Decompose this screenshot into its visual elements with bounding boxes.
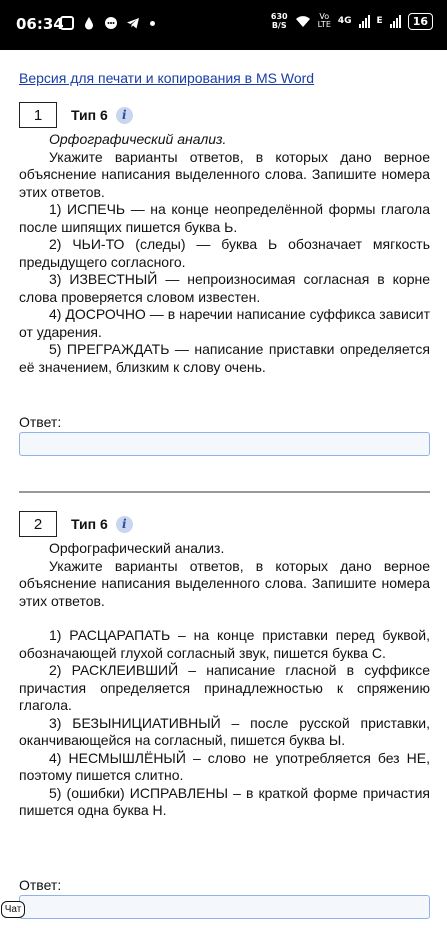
- task-number[interactable]: 2: [19, 511, 57, 537]
- network-extra: E: [376, 16, 383, 26]
- signal-icon-2: [390, 14, 401, 28]
- option-4: 4) НЕСМЫШЛЁНЫЙ – слово не употребляется без НЕ, поэтому пишется слитно.: [19, 749, 430, 783]
- task-divider: [19, 491, 430, 493]
- task-intro: Укажите варианты ответов, в которых дано верное объяснение написания выделенного слова. Запишите номера этих ответов.: [19, 148, 430, 200]
- option-1: 1) ИСПЕЧЬ — на конце неопределённой формы глагола после шипящих пишется буква Ь.: [19, 201, 430, 235]
- answer-input-2[interactable]: [19, 895, 430, 919]
- task-intro: Укажите варианты ответов, в которых дано верное объяснение написания выделенного слова. Запишите номера этих ответов.: [19, 557, 430, 609]
- wifi-icon: [295, 14, 311, 28]
- signal-icon: [359, 14, 370, 28]
- task-type-label: Тип 6: [71, 107, 108, 123]
- network-type: 4G: [337, 16, 352, 26]
- dot-icon: [150, 21, 155, 26]
- task-2: [19, 511, 430, 820]
- task-header: [19, 102, 430, 128]
- print-version-link[interactable]: Версия для печати и копирования в MS Word: [19, 70, 315, 86]
- task-header: [19, 511, 430, 537]
- answer-input-1[interactable]: [19, 432, 430, 456]
- task-body: [19, 540, 430, 820]
- task-type-label: Тип 6: [71, 516, 108, 532]
- task-body: [19, 131, 430, 376]
- answer-label-1: Ответ:: [19, 414, 62, 430]
- system-icons: [271, 12, 433, 30]
- gallery-icon: [60, 16, 74, 30]
- chat-button[interactable]: Чат: [1, 901, 25, 918]
- status-time: 06:34: [16, 15, 64, 33]
- info-icon[interactable]: i: [116, 516, 133, 533]
- speed-value: 630: [270, 12, 288, 21]
- task-number[interactable]: 1: [19, 102, 57, 128]
- volte-icon: Vo LTE: [317, 12, 331, 29]
- info-icon[interactable]: i: [116, 107, 133, 124]
- battery-icon: 16: [408, 13, 433, 30]
- option-4: 4) ДОСРОЧНО — в наречии написание суффикса зависит от ударения.: [19, 306, 430, 340]
- option-3: 3) ИЗВЕСТНЫЙ — непроизносимая согласная в корне слова проверяется словом известен.: [19, 271, 430, 305]
- speed-unit: B/S: [271, 21, 287, 30]
- task-1: [19, 102, 430, 376]
- chat-bubble-icon: [104, 16, 118, 30]
- option-5: 5) (ошибки) ИСПРАВЛЕНЫ – в краткой форме причастия пишется одна буква Н.: [19, 784, 430, 818]
- option-2: 2) РАСКЛЕИВШИЙ – написание гласной в суффиксе причастия определяется принадлежностью к спряжению глагола.: [19, 662, 430, 713]
- status-bar: [0, 0, 447, 50]
- network-speed: [271, 12, 288, 30]
- task-lead: Орфографический анализ.: [49, 540, 225, 556]
- notification-icons: [60, 16, 155, 30]
- answer-label-2: Ответ:: [19, 877, 62, 893]
- option-5: 5) ПРЕГРАЖДАТЬ — написание приставки определяется её значением, близким к слову очень.: [19, 341, 430, 375]
- option-2: 2) ЧЬИ-ТО (следы) — буква Ь обозначает мягкость предыдущего согласного.: [19, 236, 430, 270]
- task-lead: Орфографический анализ.: [49, 131, 227, 147]
- option-1: 1) РАСЦАРАПАТЬ – на конце приставки перед буквой, обозначающей глухой согласный звук, пишется буква С.: [19, 627, 430, 661]
- telegram-icon: [126, 16, 140, 30]
- drop-icon: [82, 16, 96, 30]
- option-3: 3) БЕЗЫНИЦИАТИВНЫЙ – после русской приставки, оканчивающейся на согласный, пишется буква Ы.: [19, 714, 430, 748]
